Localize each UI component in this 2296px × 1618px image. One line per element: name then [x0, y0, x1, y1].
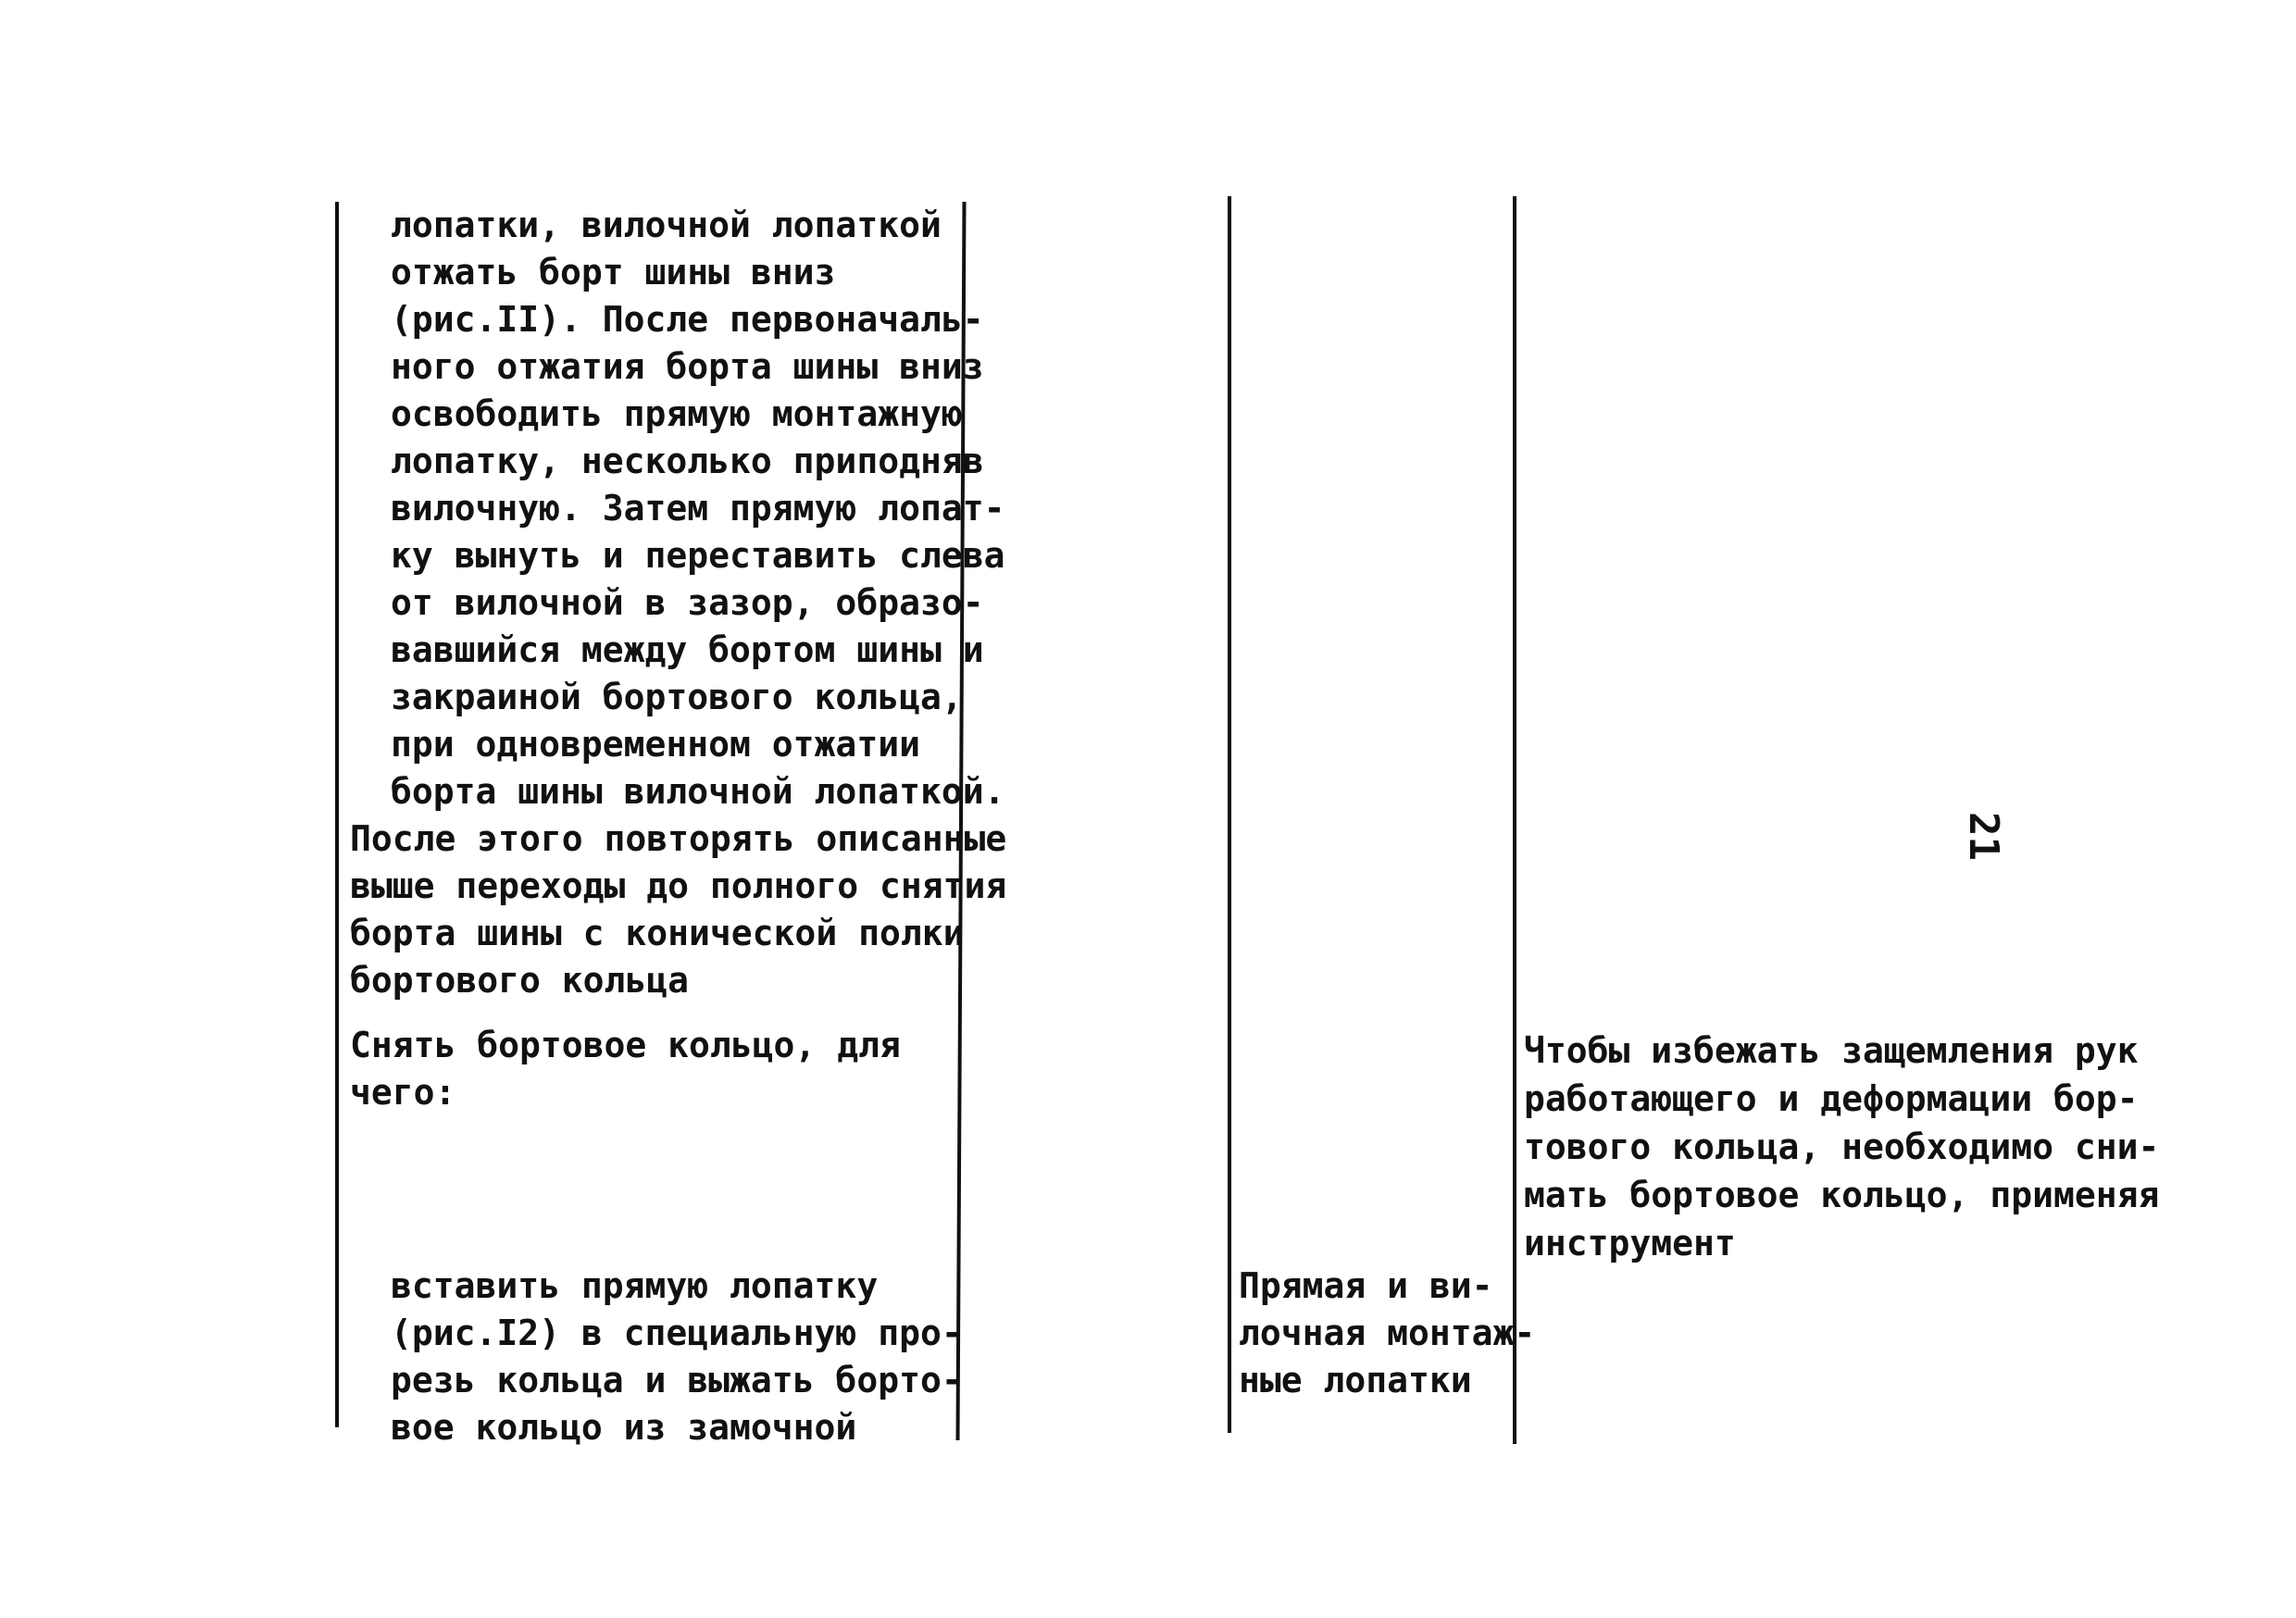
notes-line: инструмент — [1524, 1223, 1736, 1263]
instruction-line: борта шины с конической полки — [350, 913, 965, 953]
instruction-line: вое кольцо из замочной — [391, 1407, 857, 1448]
instruction-line: при одновременном отжатии — [391, 724, 920, 765]
notes-line: работающего и деформации бор- — [1524, 1078, 2139, 1119]
instruction-line: ку вынуть и переставить слева — [391, 535, 1005, 576]
instruction-line: лопатку, несколько приподняв — [391, 441, 984, 481]
column-rule-1 — [335, 202, 339, 1427]
column-rule-3 — [1228, 196, 1231, 1433]
instruction-line: чего: — [350, 1072, 456, 1113]
instruction-line: лопатки, вилочной лопаткой — [391, 205, 942, 245]
page-number: 21 — [1959, 812, 2007, 861]
instruction-line: ного отжатия борта шины вниз — [391, 346, 984, 387]
instruction-line: вилочную. Затем прямую лопат- — [391, 488, 1005, 529]
notes-line: мать бортовое кольцо, применяя — [1524, 1175, 2160, 1215]
notes-line: тового кольца, необходимо сни- — [1524, 1126, 2160, 1167]
tools-line: лочная монтаж- — [1239, 1313, 1536, 1353]
instruction-line: выше переходы до полного снятия — [350, 865, 1007, 906]
column-rule-4 — [1513, 196, 1516, 1444]
instruction-line: освободить прямую монтажную — [391, 393, 963, 434]
instruction-line: Снять бортовое кольцо, для — [350, 1025, 901, 1065]
instruction-line: (рис.I2) в специальную про- — [391, 1313, 963, 1353]
notes-line: Чтобы избежать защемления рук — [1524, 1030, 2139, 1071]
instruction-line: от вилочной в зазор, образо- — [391, 582, 984, 623]
instruction-line: вставить прямую лопатку — [391, 1265, 879, 1306]
instruction-line: После этого повторять описанные — [350, 818, 1007, 859]
tools-line: Прямая и ви- — [1239, 1265, 1493, 1306]
tools-line: ные лопатки — [1239, 1360, 1472, 1400]
instruction-line: вавшийся между бортом шины и — [391, 629, 984, 670]
instruction-line: закраиной бортового кольца, — [391, 677, 963, 717]
instruction-line: бортового кольца — [350, 960, 690, 1001]
instruction-line: резь кольца и выжать борто- — [391, 1360, 963, 1400]
instruction-line: (рис.II). После первоначаль- — [391, 299, 984, 340]
instruction-line: борта шины вилочной лопаткой. — [391, 771, 1005, 812]
instruction-line: отжать борт шины вниз — [391, 252, 836, 292]
